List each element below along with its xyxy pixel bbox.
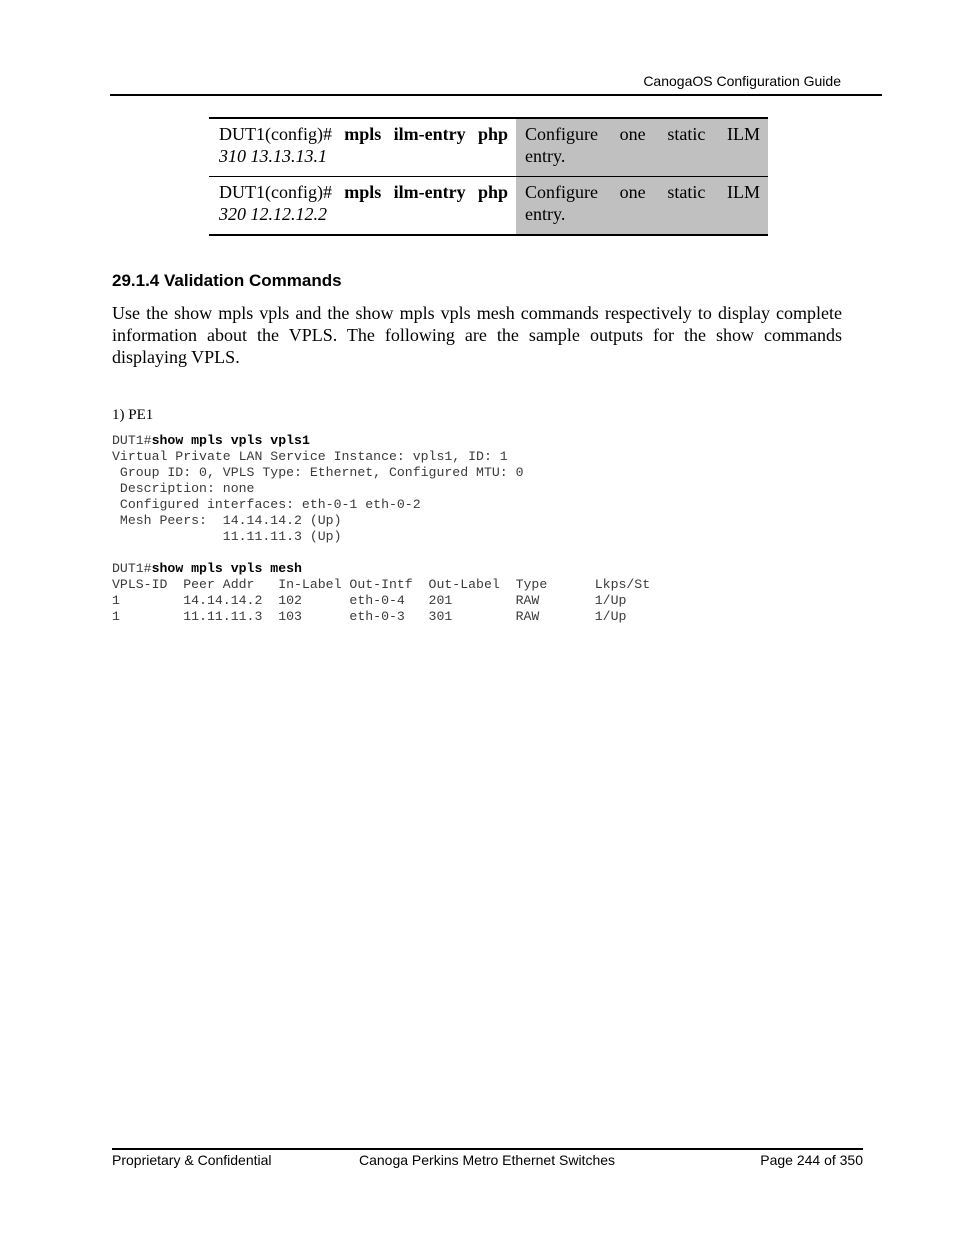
example-label: 1) PE1	[112, 407, 154, 423]
command-keyword: ilm-entry	[393, 182, 466, 202]
table-row	[209, 118, 768, 177]
description-word: one	[619, 124, 646, 144]
command-arguments: 320 12.12.12.2	[219, 204, 327, 224]
command-prompt: DUT1(config)#	[219, 124, 332, 144]
command-cell	[209, 118, 516, 177]
description-word: static	[667, 182, 706, 202]
description-line	[525, 181, 760, 203]
command-line	[219, 123, 508, 145]
command-table	[209, 117, 768, 236]
description-word: Configure	[525, 182, 598, 202]
table-row	[209, 177, 768, 236]
command-arguments: 310 13.13.13.1	[219, 146, 327, 166]
command-keyword: php	[477, 182, 508, 202]
command-prompt: DUT1(config)#	[219, 182, 332, 202]
command-keyword: ilm-entry	[393, 124, 466, 144]
code-block-show-vpls-mesh	[112, 561, 650, 625]
description-word: ILM	[727, 182, 760, 202]
command-cell	[209, 177, 516, 236]
command-keyword: mpls	[344, 182, 382, 202]
cli-output: Virtual Private LAN Service Instance: vpls1, ID: 1 Group ID: 0, VPLS Type: Ethernet, Configured MTU: 0 Description: none Configured interfaces: eth-0-1 eth-0-2 Mesh Peers: 14.14.14.2 (Up) 11.11.11.3 (Up)	[112, 449, 524, 544]
description-word: static	[667, 124, 706, 144]
description-tail: entry.	[525, 204, 566, 224]
command-keyword: php	[477, 124, 508, 144]
description-word: Configure	[525, 124, 598, 144]
footer-left: Proprietary & Confidential	[112, 1152, 272, 1168]
footer-center: Canoga Perkins Metro Ethernet Switches	[359, 1152, 616, 1168]
header-rule	[110, 94, 882, 96]
cli-command: show mpls vpls mesh	[151, 561, 302, 576]
cli-output: VPLS-ID Peer Addr In-Label Out-Intf Out-Label Type Lkps/St 1 14.14.14.2 102 eth-0-4 201 RAW 1/Up 1 11.11.11.3 103 eth-0-3 301 RAW 1/Up	[112, 577, 651, 624]
section-heading: 29.1.4 Validation Commands	[112, 271, 342, 290]
description-word: ILM	[727, 124, 760, 144]
description-word: one	[619, 182, 646, 202]
command-keyword: mpls	[344, 124, 382, 144]
cli-command: show mpls vpls vpls1	[151, 433, 310, 448]
code-block-show-vpls	[112, 433, 524, 545]
running-header-title: CanogaOS Configuration Guide	[643, 73, 841, 89]
section-paragraph: Use the show mpls vpls and the show mpls vpls mesh commands respectively to display complete information about the VPLS. The following are the sample outputs for the show commands displaying VPLS.	[112, 303, 842, 367]
command-line	[219, 181, 508, 203]
footer-rule	[112, 1148, 863, 1150]
cli-prompt: DUT1#	[112, 433, 152, 448]
cli-prompt: DUT1#	[112, 561, 152, 576]
footer-page-number: Page 244 of 350	[760, 1152, 863, 1168]
description-cell	[516, 177, 768, 236]
description-tail: entry.	[525, 146, 566, 166]
description-cell	[516, 118, 768, 177]
description-line	[525, 123, 760, 145]
